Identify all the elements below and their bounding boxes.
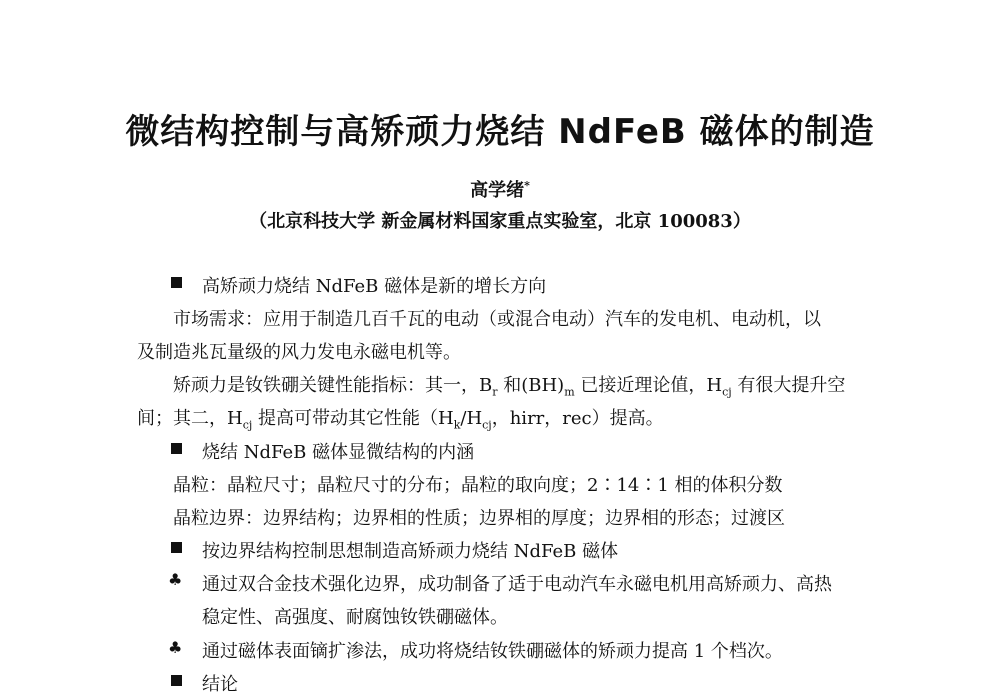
text-segment: 已接近理论值，H bbox=[574, 375, 723, 396]
text-segment: 和(BH) bbox=[497, 375, 565, 396]
subscript: r bbox=[492, 385, 498, 399]
grain-line: 晶粒：晶粒尺寸；晶粒尺寸的分布；晶粒的取向度；2∶14∶1 相的体积分数 bbox=[173, 475, 783, 496]
text-segment: 提高可带动其它性能（H bbox=[252, 408, 454, 429]
text-segment: 间；其二，H bbox=[137, 408, 243, 429]
text-segment: ，hirr，rec）提高。 bbox=[491, 408, 664, 429]
item-dy-diffusion: 通过磁体表面镝扩渗法，成功将烧结钕铁硼磁体的矫顽力提高 1 个档次。 bbox=[202, 641, 783, 662]
text-segment: 矫顽力是钕铁硼关键性能指标：其一，B bbox=[173, 375, 493, 396]
section-heading-boundary-control: 按边界结构控制思想制造高矫顽力烧结 NdFeB 磁体 bbox=[202, 541, 619, 562]
author bbox=[0, 176, 1000, 202]
subscript: cj bbox=[722, 385, 732, 399]
text-segment: /H bbox=[460, 408, 483, 429]
author-footnote-mark: * bbox=[524, 179, 530, 192]
section-heading-growth: 高矫顽力烧结 NdFeB 磁体是新的增长方向 bbox=[202, 276, 547, 297]
market-paragraph-line-1: 市场需求：应用于制造几百千瓦的电动（或混合电动）汽车的发电机、电动机，以 bbox=[173, 309, 821, 330]
market-paragraph-line-2: 及制造兆瓦量级的风力发电永磁电机等。 bbox=[137, 342, 461, 363]
item-dual-alloy-line-1: 通过双合金技术强化边界，成功制备了适于电动汽车永磁电机用高矫顽力、高热 bbox=[202, 574, 832, 595]
square-bullet-icon bbox=[171, 443, 182, 454]
square-bullet-icon bbox=[171, 277, 182, 288]
square-bullet-icon bbox=[171, 675, 182, 686]
coercivity-paragraph-line-2 bbox=[137, 404, 664, 432]
subscript: cj bbox=[482, 418, 492, 432]
section-heading-conclusion: 结论 bbox=[202, 674, 238, 695]
affiliation: （北京科技大学 新金属材料国家重点实验室，北京 100083） bbox=[249, 211, 751, 232]
section-heading-microstructure: 烧结 NdFeB 磁体显微结构的内涵 bbox=[202, 442, 475, 463]
author-name: 高学绪 bbox=[470, 180, 525, 201]
square-bullet-icon bbox=[171, 542, 182, 553]
coercivity-paragraph-line-1 bbox=[173, 371, 845, 399]
subscript: k bbox=[453, 418, 461, 432]
text-segment: 有很大提升空 bbox=[731, 375, 846, 396]
boundary-line: 晶粒边界：边界结构；边界相的性质；边界相的厚度；边界相的形态；过渡区 bbox=[173, 508, 785, 529]
pointing-hand-icon: ♣ bbox=[168, 570, 183, 589]
subscript: m bbox=[564, 385, 575, 399]
subscript: cj bbox=[242, 418, 253, 432]
item-dual-alloy-line-2: 稳定性、高强度、耐腐蚀钕铁硼磁体。 bbox=[202, 607, 508, 628]
pointing-hand-icon: ♣ bbox=[168, 638, 183, 657]
paper-title: 微结构控制与高矫顽力烧结 NdFeB 磁体的制造 bbox=[125, 112, 875, 152]
